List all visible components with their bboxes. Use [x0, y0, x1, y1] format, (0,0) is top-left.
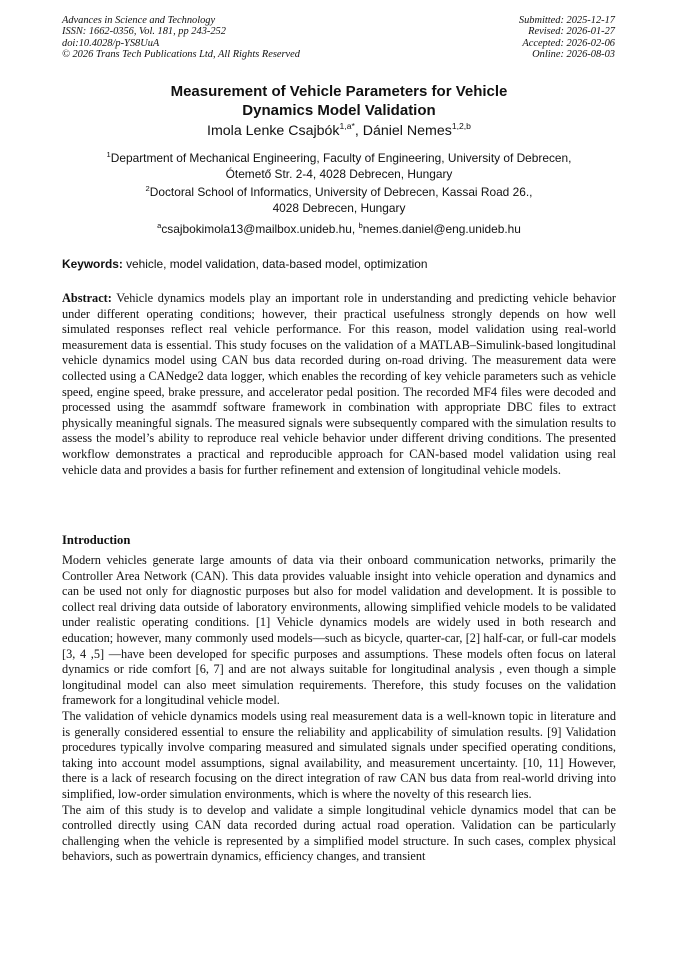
journal-info [62, 15, 300, 61]
affiliation-2-line-2: 4028 Debrecen, Hungary [272, 201, 406, 215]
affiliation-1-line-1: Department of Mechanical Engineering, Faculty of Engineering, University of Debrecen, [110, 151, 572, 165]
affiliation-1 [62, 150, 616, 182]
paragraph: Modern vehicles generate large amounts of data via their onboard communication networks, primarily the Controller Area Network (CAN). This data provides valuable insight into vehicle operation and dynamics and can be used not only for diagnostic purposes but also for model validation and development. It is possible to collect real driving data outside of laboratory environments, allowing simplified vehicle models to be validated under realistic operating conditions. [1] Vehicle dynamics models are widely used in both research and education; however, many commonly used models—such as bicycle, quarter-car, [2] half-car, or full-car models [3, 4 ,5] —have been developed for specific purposes and assumptions. These models often focus on lateral dynamics or ride comfort [6, 7] and are not always suitable for longitudinal analysis , even though a simple longitudinal model can also meet simulation requirements. Therefore, this study focuses on the validation framework for a longitudinal vehicle model. [62, 553, 616, 708]
online-date: Online: 2026-08-03 [532, 49, 615, 61]
paragraph: The validation of vehicle dynamics models using real measurement data is a well-known topic in literature and is generally considered essential to ensure the reliability and applicability of simulation results. [9] Validation procedures typically involve comparing measured and simulated signals under specified operating conditions, taking into account model assumptions, signal availability, and measurement uncertainty. [10, 11] However, there is a lack of research focusing on the direct integration of raw CAN bus data from real-world driving into simplified, low-order simulation environments, which is where the novelty of this research lies. [62, 708, 616, 801]
abstract-text: Vehicle dynamics models play an important role in understanding and predicting vehicle behavior under different operating conditions; however, their practical usefulness strongly depends on how well simulated responses reflect real vehicle performance. For this reason, model validation using real-world measurement data is essential. This study focuses on the validation of a MATLAB–Simulink-based longitudinal vehicle dynamics model using CAN bus data recorded during on-road driving. The measurement data were collected using a CANedge2 data logger, which enables the recording of key vehicle parameters such as vehicle speed, engine speed, brake pressure, and accelerator pedal position. The recorded MF4 files were decoded and processed using the asammdf software framework in combination with appropriate DBC files to extract physically meaningful signals. The measured signals were subsequently compared with the simulation results to assess the model’s ability to reproduce real vehicle behavior under different driving conditions. The presented workflow demonstrates a practical and reproducible approach for CAN-based model validation using real vehicle data and provides a basis for further refinement and extension of longitudinal vehicle models. [62, 291, 616, 477]
author-1-affiliation: 1,a* [339, 121, 355, 131]
keywords-text: vehicle, model validation, data-based model, optimization [122, 257, 428, 271]
title-line-1: Measurement of Vehicle Parameters for Vehicle [170, 83, 508, 100]
submitted-date: Submitted: 2025-12-17 [518, 15, 615, 26]
accepted-date: Accepted: 2026-02-06 [522, 37, 615, 49]
journal-issn: ISSN: 1662-0356, Vol. 181, pp 243-252 [62, 26, 226, 38]
affiliation-2-marker: 2 [145, 184, 150, 193]
paper-title [62, 82, 616, 120]
author-2-affiliation: 1,2,b [451, 121, 471, 131]
introduction-heading: Introduction [62, 533, 131, 547]
keywords-label: Keywords: [62, 257, 123, 271]
author-2: Dániel Nemes [362, 123, 452, 139]
affiliation-1-line-2: Ótemető Str. 2-4, 4028 Debrecen, Hungary [225, 167, 453, 181]
email-a-marker: a [157, 221, 162, 230]
affiliation-2-line-1: Doctoral School of Informatics, University of Debrecen, Kassai Road 26., [149, 185, 533, 199]
affiliation-2 [62, 184, 616, 216]
abstract [62, 291, 616, 478]
email-b-marker: b [358, 221, 363, 230]
introduction-body [62, 553, 616, 865]
email-b[interactable]: nemes.daniel@eng.unideb.hu [362, 222, 521, 236]
author-list [62, 122, 616, 140]
doi: doi:10.4028/p-YS8UuA [62, 37, 160, 49]
email-a[interactable]: csajbokimola13@mailbox.unideb.hu, [161, 222, 359, 236]
paragraph: The aim of this study is to develop and validate a simple longitudinal vehicle dynamics model that can be controlled directly using CAN data recorded during actual road operation. Validation can be particularly challenging when the vehicle is represented by a simplified model structure. In such cases, complex physical behaviors, such as powertrain dynamics, efficiency changes, and transient [62, 802, 616, 864]
author-separator: , [354, 123, 363, 139]
journal-name: Advances in Science and Technology [62, 15, 216, 26]
abstract-label: Abstract: [62, 291, 112, 305]
author-1: Imola Lenke Csajbók [207, 123, 340, 139]
keywords [62, 256, 616, 272]
copyright: © 2026 Trans Tech Publications Ltd, All Rights Reserved [62, 49, 300, 61]
publication-dates [519, 15, 615, 61]
title-line-2: Dynamics Model Validation [242, 102, 436, 119]
affiliation-1-marker: 1 [106, 150, 111, 159]
revised-date: Revised: 2026-01-27 [528, 26, 615, 38]
author-emails [62, 221, 616, 237]
